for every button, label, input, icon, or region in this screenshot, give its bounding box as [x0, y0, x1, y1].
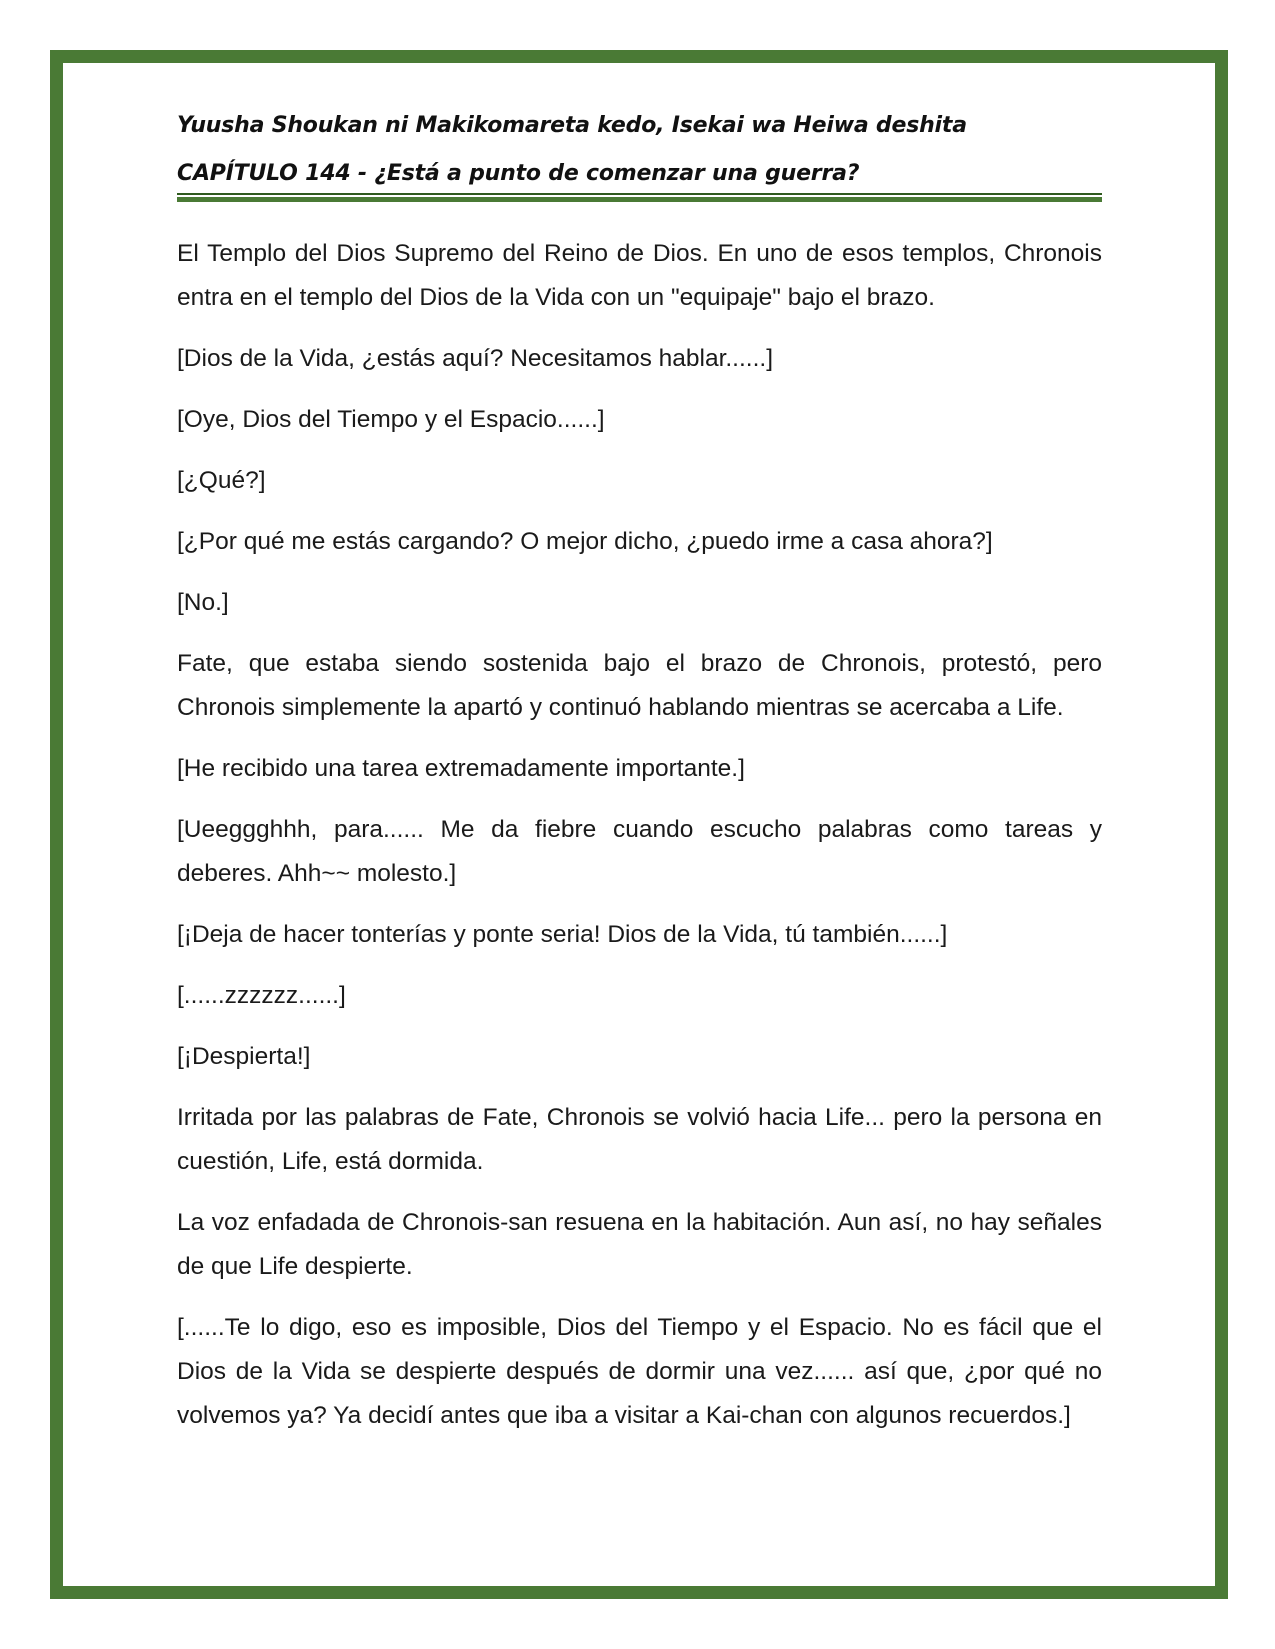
paragraph: [¿Por qué me estás cargando? O mejor dicho, ¿puedo irme a casa ahora?] — [177, 528, 993, 555]
paragraph: [......zzzzzz......] — [177, 982, 346, 1009]
paragraph: [Ueeggghhh, para...... Me da fiebre cuando escucho palabras como tareas y deberes. Ahh~~ molesto.] — [177, 816, 1102, 887]
paragraph: [He recibido una tarea extremadamente importante.] — [177, 755, 745, 782]
paragraph: [¡Despierta!] — [177, 1043, 311, 1070]
paragraph: [¡Deja de hacer tonterías y ponte seria! Dios de la Vida, tú también......] — [177, 921, 948, 948]
paragraph: [¿Qué?] — [177, 467, 266, 494]
header-divider — [177, 193, 1102, 202]
paragraph: El Templo del Dios Supremo del Reino de Dios. En uno de esos templos, Chronois entra en el templo del Dios de la Vida con un "equipaje" bajo el brazo. — [177, 240, 1102, 311]
series-title: Yuusha Shoukan ni Makikomareta kedo, Isekai wa Heiwa deshita — [177, 113, 967, 138]
paragraph: La voz enfadada de Chronois-san resuena en la habitación. Aun así, no hay señales de que Life despierte. — [177, 1209, 1102, 1280]
header-divider-thick — [177, 197, 1102, 202]
header-divider-thin — [177, 193, 1102, 195]
chapter-title: CAPÍTULO 144 - ¿Está a punto de comenzar una guerra? — [177, 161, 860, 186]
chapter-body — [177, 232, 1102, 1455]
paragraph: [No.] — [177, 589, 229, 616]
paragraph: Fate, que estaba siendo sostenida bajo el brazo de Chronois, protestó, pero Chronois simplemente la apartó y continuó hablando mientras se acercaba a Life. — [177, 650, 1102, 721]
paragraph: [Oye, Dios del Tiempo y el Espacio......] — [177, 406, 605, 433]
paragraph: [......Te lo digo, eso es imposible, Dios del Tiempo y el Espacio. No es fácil que el Dios de la Vida se despierte después de dormir una vez...... así que, ¿por qué no volvemos ya? Ya decidí antes que iba a visitar a Kai-chan con algunos recuerdos.] — [177, 1314, 1102, 1429]
paragraph: [Dios de la Vida, ¿estás aquí? Necesitamos hablar......] — [177, 345, 774, 372]
document-header — [177, 112, 1102, 202]
paragraph: Irritada por las palabras de Fate, Chronois se volvió hacia Life... pero la persona en cuestión, Life, está dormida. — [177, 1104, 1102, 1175]
